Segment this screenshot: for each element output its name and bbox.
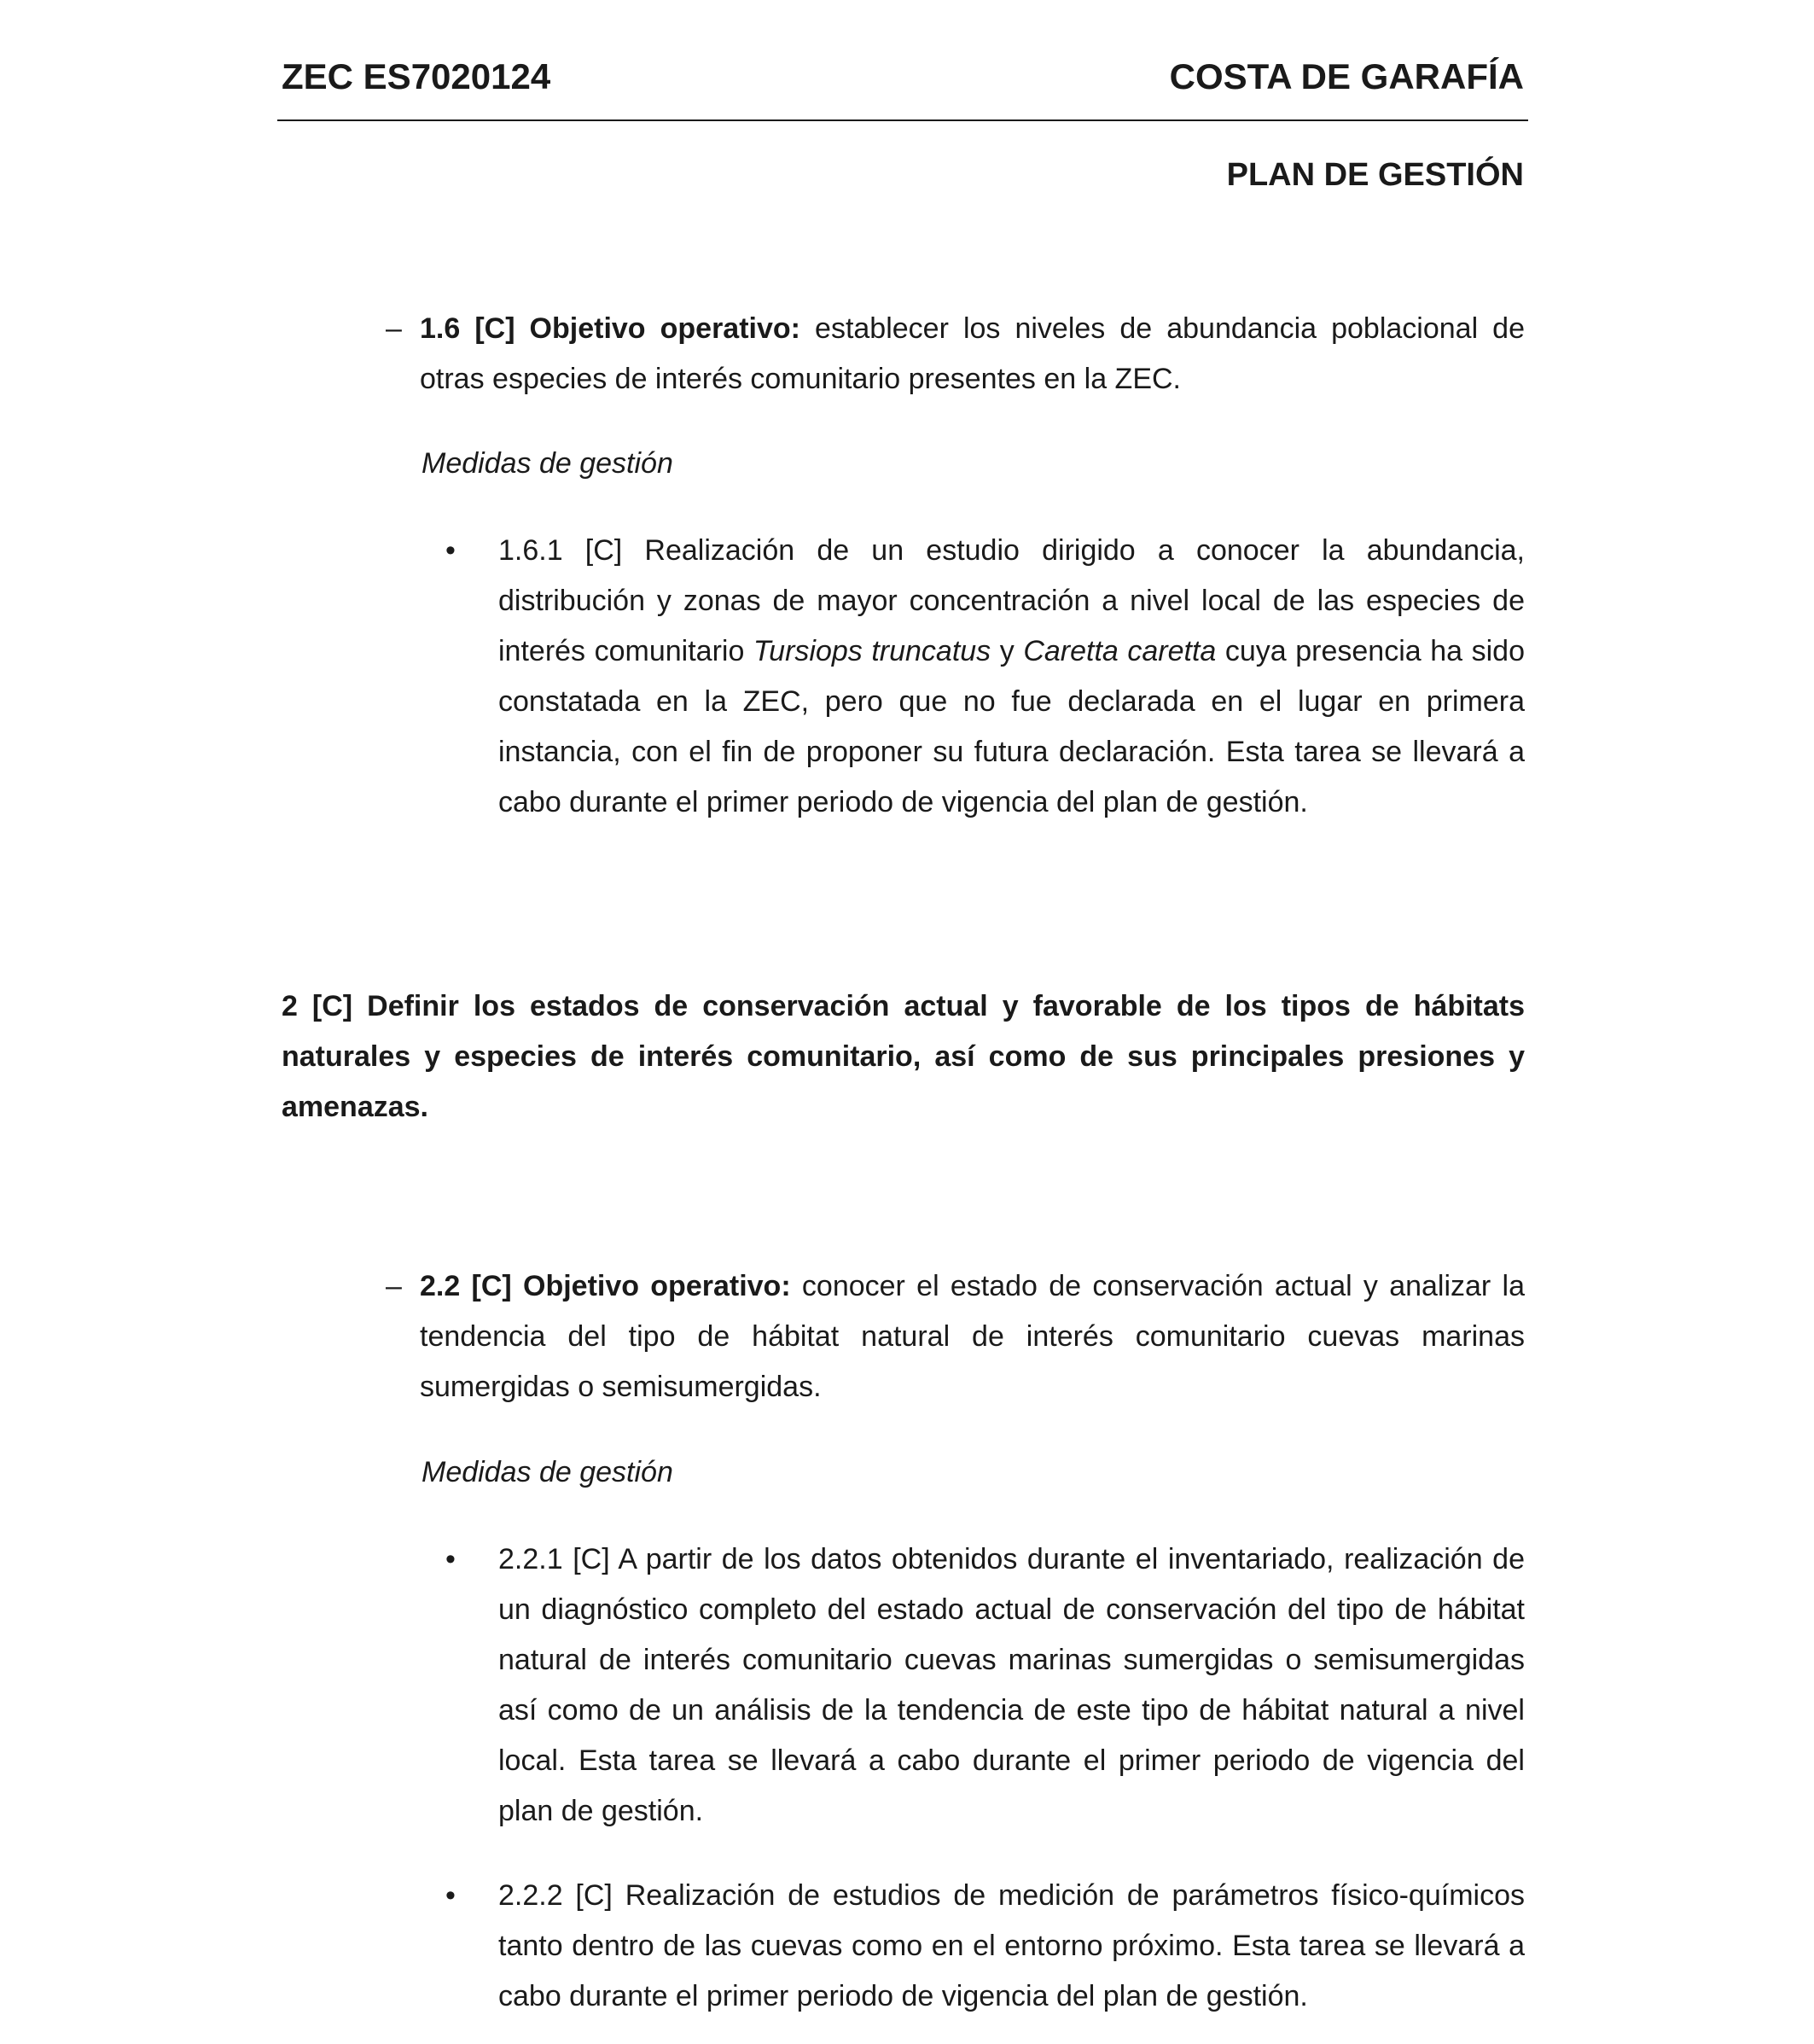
species-tursiops: Tursiops truncatus [753,635,991,667]
objective-1-6 [420,304,1525,405]
objective-2-2-text: conocer el estado de conservación actual y analizar la tendencia del tipo de hábitat natural de interés comunitario cuevas marinas sumergidas o semisumergidas. [420,1270,1525,1403]
measures-heading-2: Medidas de gestión [422,1456,673,1488]
measure-2-2-2: 2.2.2 [C] Realización de estudios de medición de parámetros físico-químicos tanto dentro de las cuevas como en el entorno próximo. Esta tarea se llevará a cabo durante el primer periodo de vigencia del plan de gestión. [498,1879,1525,2012]
bullet-marker: • [445,534,456,567]
bullet-marker: • [445,1543,456,1575]
goal-2: 2 [C] Definir los estados de conservación actual y favorable de los tipos de hábitats naturales y especies de interés comunitario, así como de sus principales presiones y amenazas. [282,990,1525,1123]
measure-1-6-1-text-c: cuya presencia ha sido constatada en la ZEC, pero que no fue declarada en el lugar en primera instancia, con el fin de proponer su futura declaración. Esta tarea se llevará a cabo durante el primer periodo de vigencia del plan de gestión. [498,635,1525,818]
measure-2-2-1: 2.2.1 [C] A partir de los datos obtenidos durante el inventariado, realización de un diagnóstico completo del estado actual de conservación del tipo de hábitat natural de interés comunitario cuevas marinas sumergidas o semisumergidas así como de un análisis de la tendencia de este tipo de hábitat natural a nivel local. Esta tarea se llevará a cabo durante el primer periodo de vigencia del plan de gestión. [498,1543,1525,1827]
objective-1-6-text: establecer los niveles de abundancia poblacional de otras especies de interés comunitario presentes en la ZEC. [420,312,1525,395]
objective-1-6-label: 1.6 [C] Objetivo operativo: [420,312,800,345]
list-dash-marker: – [386,1270,402,1302]
bullet-marker: • [445,1879,456,1912]
species-caretta: Caretta caretta [1023,635,1217,667]
measure-1-6-1 [498,526,1525,828]
measures-heading-1: Medidas de gestión [422,447,673,480]
header-divider [277,119,1528,121]
header-subtitle: PLAN DE GESTIÓN [1226,157,1524,193]
objective-2-2 [420,1261,1525,1412]
list-dash-marker: – [386,312,402,345]
measure-1-6-1-text-b: y [991,635,1024,667]
header-site-name: COSTA DE GARAFÍA [1169,56,1524,96]
header-site-code: ZEC ES7020124 [282,56,551,96]
objective-2-2-label: 2.2 [C] Objetivo operativo: [420,1270,791,1302]
measure-1-6-1-text-a: 1.6.1 [C] Realización de un estudio dirigido a conocer la abundancia, distribución y zonas de mayor concentración a nivel local de las especies de interés comunitario [498,534,1525,667]
